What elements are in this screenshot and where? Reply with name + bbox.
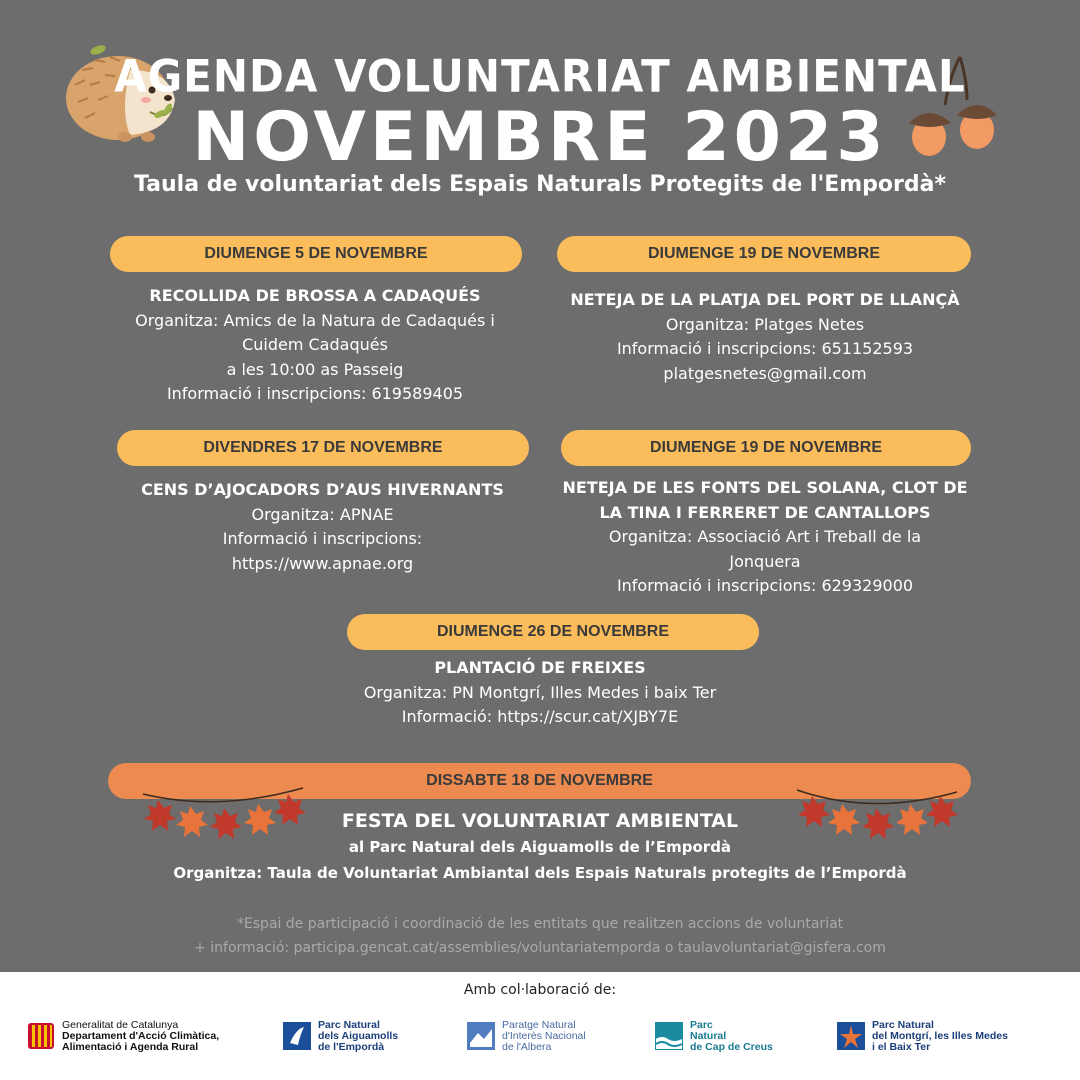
event-date-pill: DIUMENGE 5 DE NOVEMBRE — [110, 236, 522, 272]
event-line: Informació i inscripcions: 651152593 — [616, 339, 914, 358]
albera-icon — [466, 1021, 496, 1051]
aiguamolls-logo: Parc Natural dels Aiguamolls de l'Empordà — [282, 1016, 398, 1056]
event-title: RECOLLIDA DE BROSSA A CADAQUÉS — [149, 286, 481, 305]
event-date-pill: DIUMENGE 26 DE NOVEMBRE — [347, 614, 759, 650]
month-title: NOVEMBRE 2023 — [192, 98, 888, 177]
event-line: Organitza: Associació Art i Treball de la — [608, 527, 922, 546]
event-line: Jonquera — [729, 551, 801, 571]
event-line: Informació i inscripcions: 619589405 — [166, 384, 464, 403]
event-block — [100, 478, 545, 576]
more-info-line: + informació: participa.gencat.cat/assemblies/voluntariatemporda o taulavoluntariat@gisfera.com — [194, 940, 886, 956]
festa-location: al Parc Natural dels Aiguamolls de l’Empordà — [348, 838, 732, 856]
event-date-pill: DIUMENGE 19 DE NOVEMBRE — [561, 430, 971, 466]
festa-organizer: Organitza: Taula de Voluntariat Ambiantal dels Espais Naturals protegits de l’Empordà — [173, 864, 907, 882]
festa-date-pill: DISSABTE 18 DE NOVEMBRE — [108, 763, 971, 799]
event-title: NETEJA DE LES FONTS DEL SOLANA, CLOT DE — [562, 478, 968, 497]
event-line: Informació i inscripcions: — [222, 529, 423, 548]
event-line: Informació i inscripcions: 629329000 — [616, 576, 914, 595]
event-date-pill: DIUMENGE 19 DE NOVEMBRE — [557, 236, 971, 272]
event-line: Organitza: Platges Netes — [665, 314, 865, 334]
event-block — [95, 284, 535, 407]
event-line: Cuidem Cadaqués — [242, 335, 388, 354]
aiguamolls-bird-icon — [282, 1021, 312, 1051]
collaboration-heading: Amb col·laboració de: — [463, 982, 617, 998]
footnote-line: *Espai de participació i coordinació de les entitats que realitzen accions de voluntariat — [236, 916, 844, 932]
event-line: a les 10:00 as Passeig — [226, 359, 404, 379]
event-line: Informació: https://scur.cat/XJBY7E — [401, 707, 679, 726]
generalitat-stripes-icon — [26, 1021, 56, 1051]
subtitle: Taula de voluntariat dels Espais Naturals Protegits de l'Empordà* — [133, 172, 946, 197]
agenda-title: AGENDA VOLUNTARIAT AMBIENTAL — [114, 50, 966, 103]
event-title: PLANTACIÓ DE FREIXES — [434, 658, 646, 677]
albera-logo: Paratge Natural d'Interès Nacional de l'Albera — [466, 1016, 586, 1056]
event-title: NETEJA DE LA PLATJA DEL PORT DE LLANÇÀ — [570, 290, 960, 309]
montgri-logo: Parc Natural del Montgrí, les Illes Medes i el Baix Ter — [836, 1016, 1008, 1056]
event-block — [300, 656, 780, 730]
event-date-pill: DIVENDRES 17 DE NOVEMBRE — [117, 430, 529, 466]
generalitat-logo: Generalitat de Catalunya Departament d'Acció Climàtica, Alimentació i Agenda Rural — [26, 1016, 219, 1056]
event-title: CENS D’AJOCADORS D’AUS HIVERNANTS — [141, 480, 504, 499]
festa-block — [0, 808, 1080, 886]
montgri-starfish-icon — [836, 1021, 866, 1051]
event-line: Organitza: APNAE — [251, 504, 394, 524]
cap-de-creus-logo: Parc Natural de Cap de Creus — [654, 1016, 773, 1056]
event-line: https://www.apnae.org — [231, 553, 414, 573]
event-title: LA TINA I FERRERET DE CANTALLOPS — [599, 502, 931, 522]
event-block — [540, 476, 990, 599]
event-line: platgesnetes@gmail.com — [663, 363, 867, 383]
event-line: Organitza: Amics de la Natura de Cadaqués i — [135, 310, 495, 330]
cap-de-creus-icon — [654, 1021, 684, 1051]
event-line: Organitza: PN Montgrí, Illes Medes i baix Ter — [363, 682, 717, 702]
event-block — [540, 288, 990, 386]
festa-title: FESTA DEL VOLUNTARIAT AMBIENTAL — [341, 810, 739, 832]
